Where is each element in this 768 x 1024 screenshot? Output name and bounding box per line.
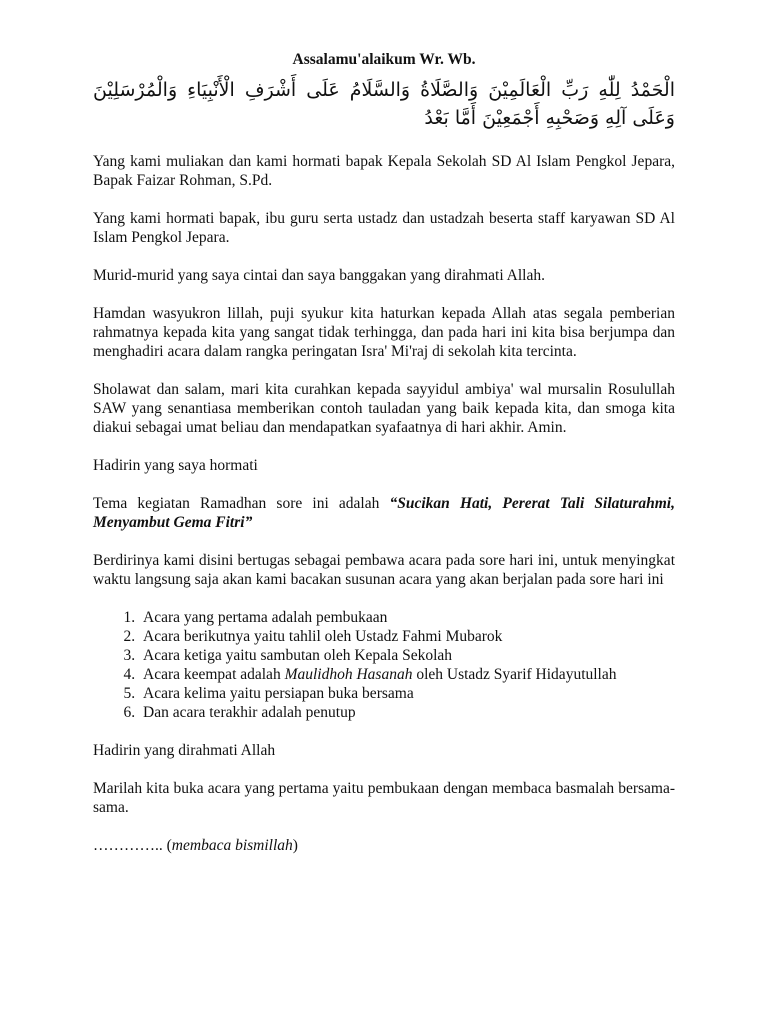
closing-line	[93, 836, 675, 855]
paragraph-opening: Marilah kita buka acara yang pertama yaitu pembukaan dengan membaca basmalah bersama-sama.	[93, 780, 675, 816]
greeting-title: Assalamu'alaikum Wr. Wb.	[292, 51, 476, 68]
agenda-item: 2. Acara berikutnya yaitu tahlil oleh Ustadz Fahmi Mubarok	[139, 627, 675, 646]
theme-intro: Tema kegiatan Ramadhan sore ini adalah	[93, 495, 390, 512]
paragraph-students: Murid-murid yang saya cintai dan saya banggakan yang dirahmati Allah.	[93, 267, 545, 284]
agenda-item: 6. Dan acara terakhir adalah penutup	[139, 703, 675, 722]
closing-dots: ………….. (	[93, 837, 172, 854]
paragraph-theme	[93, 494, 675, 532]
paragraph-headmaster: Yang kami muliakan dan kami hormati bapak Kepala Sekolah SD Al Islam Pengkol Jepara, Bapak Faizar Rohman, S.Pd.	[93, 153, 675, 189]
arabic-opening-prayer: الْحَمْدُ لِلّٰهِ رَبِّ الْعَالَمِيْنَ وَالصَّلَاةُ وَالسَّلَامُ عَلَى أَشْرَفِ الْأَنْبِيَاءِ وَالْمُرْسَلِيْنَ وَعَلَى آلِهِ وَصَحْبِهِ أَجْمَعِيْنَ أَمَّا بَعْدُ	[93, 79, 675, 129]
paragraph-audience-greeting-2: Hadirin yang dirahmati Allah	[93, 742, 276, 759]
agenda-list	[93, 608, 675, 722]
agenda-item	[139, 665, 675, 684]
agenda-item: 3. Acara ketiga yaitu sambutan oleh Kepala Sekolah	[139, 646, 675, 665]
agenda-item-4-italic: Maulidhoh Hasanah	[284, 666, 413, 683]
closing-italic: membaca bismillah	[171, 837, 293, 854]
paragraph-audience-greeting: Hadirin yang saya hormati	[93, 457, 258, 474]
paragraph-mc-intro: Berdirinya kami disini bertugas sebagai pembawa acara pada sore hari ini, untuk menyingkat waktu langsung saja akan kami bacakan susunan acara yang akan berjalan pada sore hari ini	[93, 552, 675, 588]
agenda-item-4-suffix: oleh Ustadz Syarif Hidayutullah	[412, 666, 617, 683]
paragraph-teachers: Yang kami hormati bapak, ibu guru serta ustadz dan ustadzah beserta staff karyawan SD Al Islam Pengkol Jepara.	[93, 210, 675, 246]
closing-end: )	[292, 837, 298, 854]
agenda-item: 1. Acara yang pertama adalah pembukaan	[139, 608, 675, 627]
agenda-item: 5. Acara kelima yaitu persiapan buka bersama	[139, 684, 675, 703]
paragraph-sholawat: Sholawat dan salam, mari kita curahkan kepada sayyidul ambiya' wal mursalin Rosulullah SAW yang senantiasa memberikan contoh tauladan yang baik kepada kita, dan smoga kita diakui sebagai umat beliau dan mendapatkan syafaatnya di hari akhir. Amin.	[93, 381, 675, 436]
document-page	[93, 50, 675, 874]
agenda-item-4-prefix: Acara keempat adalah	[143, 666, 285, 683]
theme-title: “Sucikan Hati, Pererat Tali Silaturahmi, Menyambut Gema Fitri”	[93, 495, 675, 531]
paragraph-gratitude: Hamdan wasyukron lillah, puji syukur kita haturkan kepada Allah atas segala pemberian rahmatnya kepada kita yang sangat tidak terhingga, dan pada hari ini kita bisa berjumpa dan menghadiri acara dalam rangka peringatan Isra' Mi'raj di sekolah kita tercinta.	[93, 305, 675, 360]
